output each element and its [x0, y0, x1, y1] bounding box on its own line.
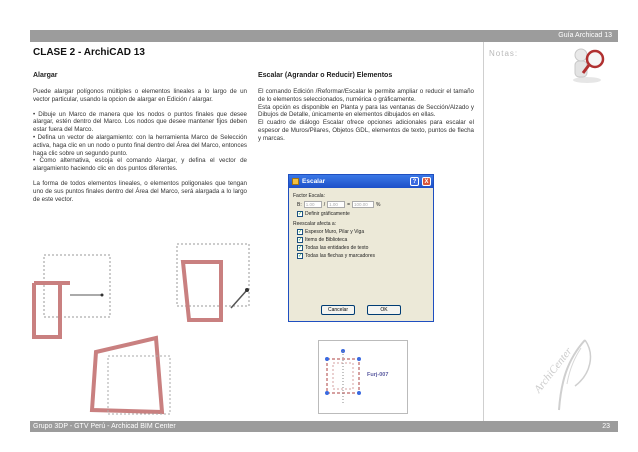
scale-icon — [292, 178, 299, 185]
help-button[interactable]: ? — [410, 177, 419, 186]
left-bullet: • Dibuje un Marco de manera que los nodos o puntos finales que desee alargar, estén dentro del Marco. Los nodos que desee mantener fijos deben estar fuera del Marco. — [33, 110, 247, 134]
slash: / — [323, 201, 326, 208]
right-column-text — [258, 88, 474, 143]
factor-label: Factor Escala: — [293, 193, 325, 199]
option-checkbox[interactable] — [297, 229, 429, 235]
heading-alargar: Alargar — [33, 72, 58, 79]
graphic-checkbox[interactable] — [297, 211, 429, 217]
cancel-button[interactable]: Cancelar — [321, 305, 355, 315]
affects-label: Reescalar afecta a: — [293, 221, 337, 227]
footer-text: Grupo 3DP - GTV Perú - Archicad BIM Center — [33, 423, 176, 430]
checkbox-icon[interactable]: ✓ — [298, 237, 303, 243]
a-input[interactable]: 1.00 — [327, 201, 345, 208]
left-bullet: • Como alternativa, escoja el comando Alargar, y defina el vector de alargamiento haciendo clic en dos puntos diferentes. — [33, 157, 247, 173]
right-paragraph: Esta opción es disponible en Planta y para las ventanas de Sección/Alzado y Dibujos de Detalle, únicamente en elementos dibujados en ellas. — [258, 103, 474, 119]
right-paragraph: El cuadro de diálogo Escalar ofrece opciones adicionales para escalar el espesor de Muros/Pilares, Objetos GDL, elementos de texto, puntos de flecha y marcas. — [258, 119, 474, 142]
option-checkbox[interactable] — [297, 237, 429, 243]
left-paragraph: Puede alargar polígonos múltiples o elementos lineales a lo largo de un vector particular, usando la opcion de alargar en Edición / alargar. — [33, 88, 247, 103]
dialog-footer — [289, 305, 433, 315]
footer-bar — [30, 421, 618, 432]
option-label: Espesor Muro, Pilar y Viga — [305, 229, 365, 235]
scale-factor-row — [297, 201, 429, 208]
right-paragraph: El comando Edición /Reformar/Escalar le permite ampliar o reducir el tamaño de lo elementos seleccionados, numérica o gráficamente. — [258, 88, 474, 103]
option-label: Todas las entidades de texto — [305, 245, 369, 251]
guide-title: Guía Archicad 13 — [558, 32, 612, 39]
checkbox-icon[interactable]: ✓ — [298, 211, 303, 217]
equals: = — [347, 201, 351, 208]
header-bar — [30, 30, 618, 42]
checkbox-icon[interactable]: ✓ — [298, 229, 303, 235]
logo-text: ArchiCenter — [532, 345, 575, 396]
left-column-text — [33, 88, 247, 203]
page-title: CLASE 2 - ArchiCAD 13 — [33, 47, 145, 58]
option-label: Items de Biblioteca — [305, 237, 348, 243]
checkbox-label: Definir gráficamente — [305, 211, 350, 217]
heading-escalar: Escalar (Agrandar o Reducir) Elementos — [258, 72, 393, 79]
option-label: Todas las flechas y marcadores — [305, 253, 376, 259]
stretch-drawing-result — [80, 328, 180, 420]
percent-sign: % — [376, 201, 381, 208]
page-number: 23 — [602, 423, 610, 430]
notes-label: Notas: — [489, 49, 519, 58]
checkbox-icon[interactable]: ✓ — [298, 253, 303, 259]
dialog-title: Escalar — [302, 178, 326, 185]
left-paragraph: La forma de todos elementos lineales, o elementos poligonales que tengan uno de sus puntos finales dentro del Área del Marco, será alargada a lo largo de este vector. — [33, 179, 247, 203]
option-checkbox[interactable] — [297, 253, 429, 259]
escalar-dialog — [288, 174, 434, 322]
dialog-body — [289, 188, 433, 264]
scaled-element-graphic — [319, 341, 409, 415]
ok-button[interactable]: OK — [367, 305, 401, 315]
notes-divider — [483, 42, 484, 421]
archicenter-logo — [525, 330, 615, 420]
close-button[interactable]: X — [422, 177, 431, 186]
scale-drawing — [318, 340, 408, 414]
left-bullet: • Defina un vector de alargamiento: con la herramienta Marco de Selección activa, haga clic en un nodo o punto final dentro del Área del Marco, entonces haga clic sobre un segundo punto. — [33, 133, 247, 157]
figure-label: Furj-007 — [367, 372, 389, 378]
checkbox-icon[interactable]: ✓ — [298, 245, 303, 251]
dialog-titlebar — [289, 175, 433, 188]
option-checkbox[interactable] — [297, 245, 429, 251]
b-label: B: — [297, 201, 302, 208]
percent-input[interactable]: 100.00 — [352, 201, 374, 208]
magnifier-person-icon — [567, 44, 611, 84]
b-input[interactable]: 1.00 — [304, 201, 322, 208]
